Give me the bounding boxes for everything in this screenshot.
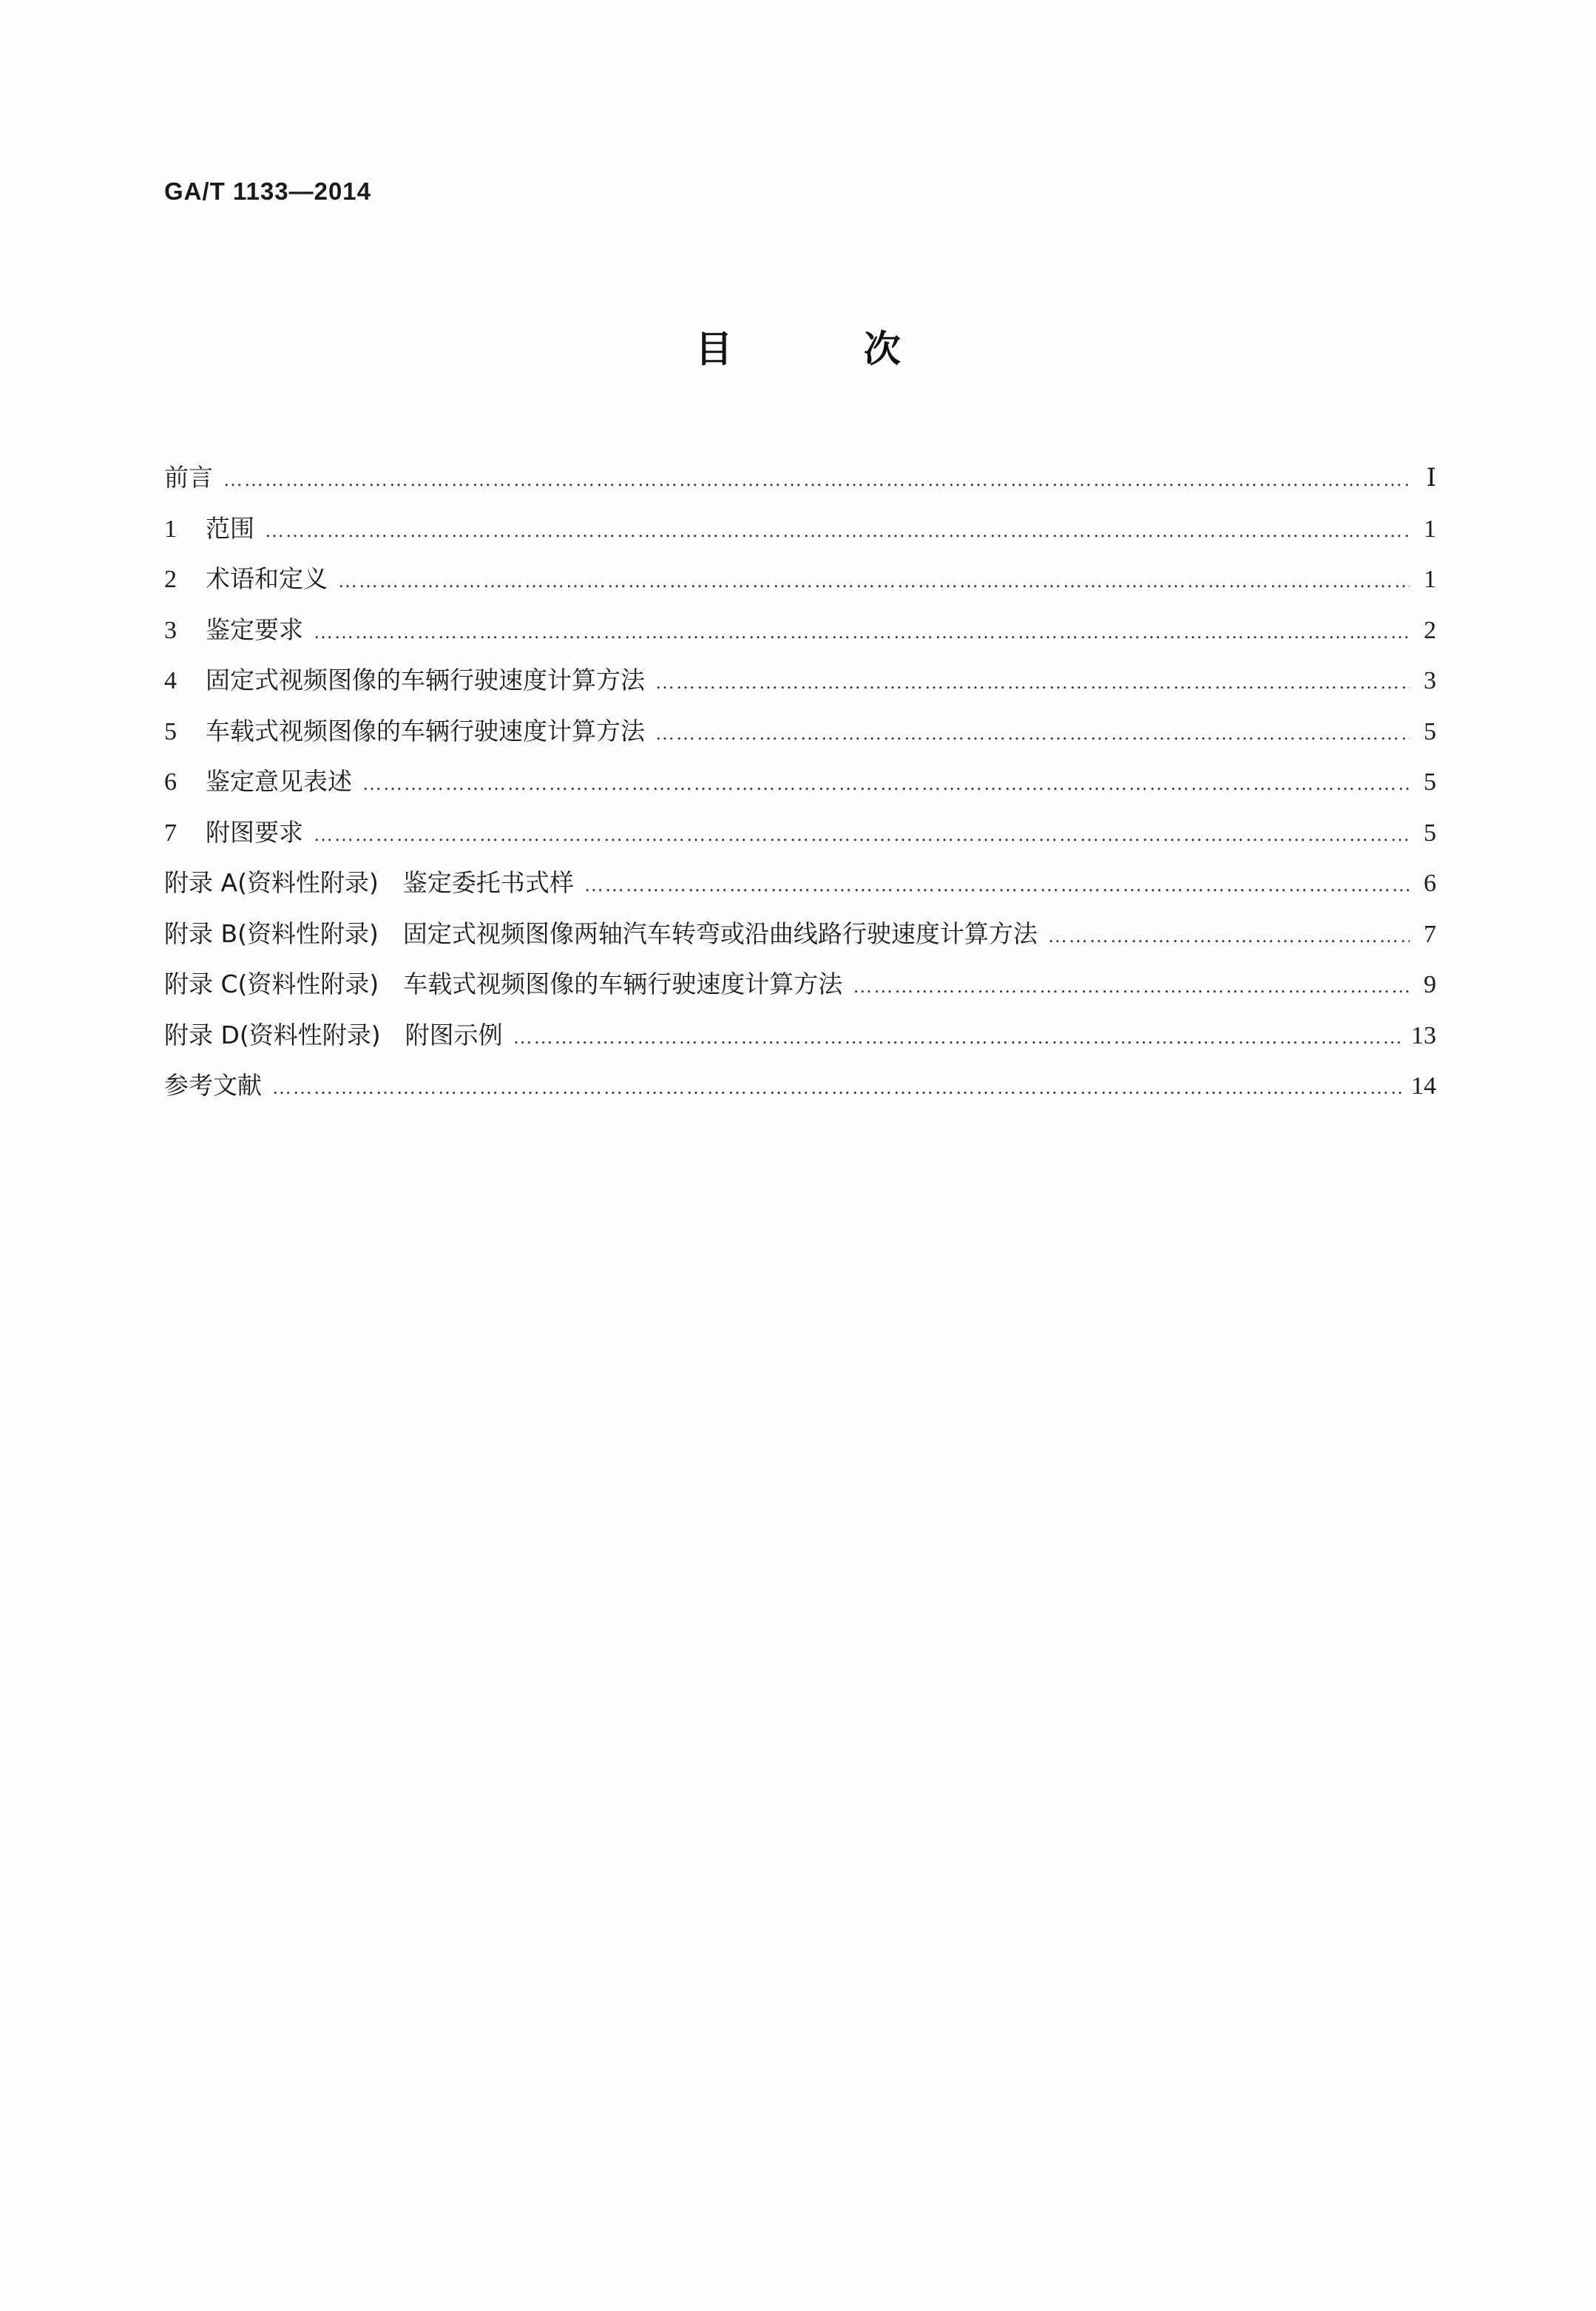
- toc-entry-label: 附录 D(资料性附录) 附图示例: [164, 1020, 503, 1049]
- toc-page-number: Ⅰ: [1426, 464, 1436, 492]
- toc-entry-label: 参考文献: [164, 1071, 262, 1100]
- toc-entry-label: 鉴定意见表述: [206, 767, 352, 796]
- toc-entry-label: 术语和定义: [206, 564, 328, 593]
- toc-page-number: 1: [1424, 515, 1436, 543]
- toc-entry-opinion[interactable]: [164, 757, 1436, 808]
- toc-entry-annex-c[interactable]: [164, 959, 1436, 1010]
- toc-entry-scope[interactable]: [164, 504, 1436, 555]
- toc-page-number: 5: [1424, 768, 1436, 796]
- toc-entry-label: 范围: [206, 513, 254, 543]
- toc-leader-dots: [314, 607, 1410, 657]
- toc-entry-label: 附录 B(资料性附录) 固定式视频图像两轴汽车转弯或沿曲线路行驶速度计算方法: [164, 918, 1038, 948]
- toc-title: 目 次: [695, 328, 960, 370]
- toc-leader-dots: [655, 708, 1410, 759]
- toc-entry-label: 固定式视频图像的车辆行驶速度计算方法: [206, 666, 645, 694]
- toc-entry-bibliography[interactable]: [164, 1060, 1436, 1111]
- toc-entry-number: 7: [164, 819, 177, 847]
- toc-entry-label: 前言: [164, 463, 213, 492]
- toc-leader-dots: [272, 1063, 1404, 1113]
- toc-entry-figure-requirements[interactable]: [164, 808, 1436, 859]
- toc-entry-number: 1: [164, 515, 177, 543]
- toc-leader-dots: [314, 810, 1410, 860]
- toc-leader-dots: [223, 455, 1410, 505]
- toc-leader-dots: [513, 1012, 1404, 1063]
- toc-entry-label: 车载式视频图像的车辆行驶速度计算方法: [206, 716, 645, 745]
- toc-entry-vehicle-video[interactable]: [164, 706, 1436, 757]
- table-of-contents: [164, 453, 1436, 1111]
- toc-page-number: 3: [1424, 667, 1436, 694]
- toc-leader-dots: [1048, 911, 1410, 961]
- toc-leader-dots: [584, 860, 1410, 910]
- toc-entry-label: 鉴定要求: [206, 615, 303, 644]
- toc-entry-annex-a[interactable]: [164, 858, 1436, 909]
- toc-page-number: 6: [1424, 870, 1436, 897]
- toc-page-number: 7: [1424, 920, 1436, 948]
- toc-leader-dots: [362, 759, 1410, 809]
- toc-leader-dots: [655, 657, 1410, 708]
- toc-entry-number: 6: [164, 768, 177, 796]
- toc-leader-dots: [853, 961, 1410, 1012]
- toc-entry-number: 3: [164, 616, 177, 644]
- toc-leader-dots: [338, 556, 1410, 606]
- toc-page-number: 13: [1411, 1021, 1436, 1049]
- standard-code: GA/T 1133—2014: [164, 177, 371, 205]
- toc-page-number: 2: [1424, 616, 1436, 644]
- toc-entry-requirements[interactable]: [164, 605, 1436, 656]
- toc-entry-number: 2: [164, 566, 177, 593]
- toc-entry-annex-b[interactable]: [164, 909, 1436, 960]
- toc-entry-terms[interactable]: [164, 554, 1436, 605]
- toc-page-number: 14: [1411, 1072, 1436, 1100]
- toc-entry-annex-d[interactable]: [164, 1010, 1436, 1061]
- toc-entry-number: 5: [164, 717, 177, 745]
- toc-entry-number: 4: [164, 667, 177, 694]
- toc-page-number: 1: [1424, 566, 1436, 593]
- toc-leader-dots: [265, 506, 1410, 556]
- toc-page-number: 5: [1424, 819, 1436, 847]
- toc-page-number: 9: [1424, 971, 1436, 998]
- toc-page-number: 5: [1424, 717, 1436, 745]
- toc-entry-label: 附图要求: [206, 817, 303, 847]
- toc-entry-label: 附录 C(资料性附录) 车载式视频图像的车辆行驶速度计算方法: [164, 970, 843, 998]
- toc-entry-fixed-video[interactable]: [164, 655, 1436, 706]
- toc-entry-label: 附录 A(资料性附录) 鉴定委托书式样: [164, 868, 574, 897]
- toc-entry-foreword[interactable]: [164, 453, 1436, 504]
